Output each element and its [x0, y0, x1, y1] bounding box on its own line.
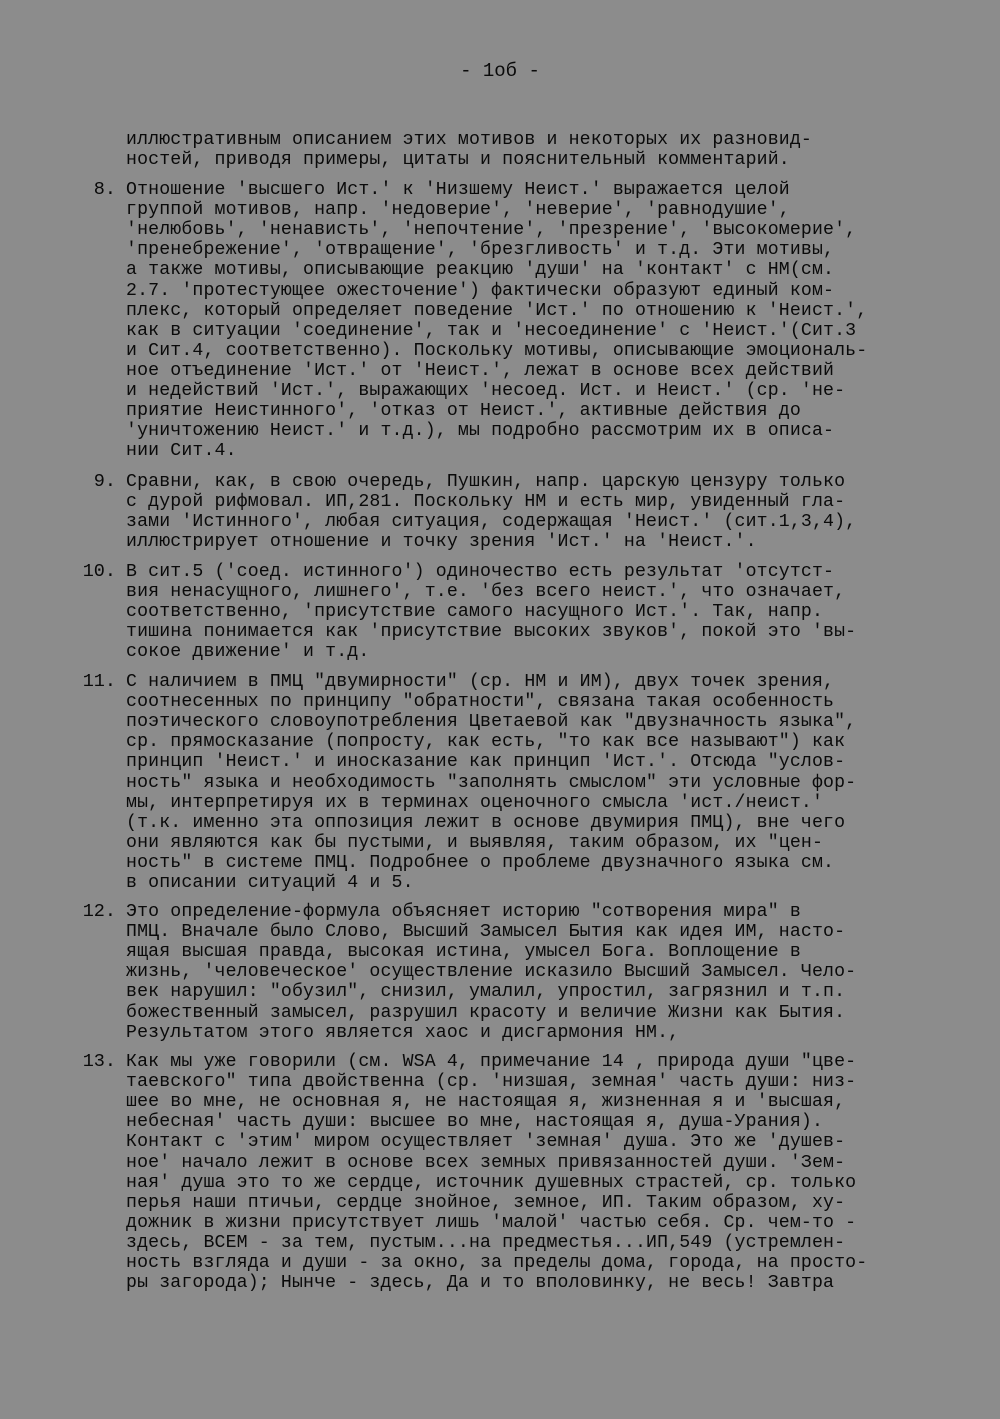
footnote-line: мы, интерпретируя их в терминах оценочного смысла 'ист./неист.'	[126, 793, 824, 813]
footnote-line: в описании ситуаций 4 и 5.	[126, 873, 414, 893]
footnote-line: Отношение 'высшего Ист.' к 'Низшему Неист.' выражается целой	[126, 180, 790, 200]
footnote-number: 13.	[82, 1051, 116, 1072]
footnote-line: иллюстративным описанием этих мотивов и некоторых их разновид-	[126, 130, 812, 150]
footnote-line: плекс, который определяет поведение 'Ист.' по отношению к 'Неист.',	[126, 301, 868, 321]
footnote-line: сокое движение' и т.д.	[126, 642, 370, 662]
footnote-line: С наличием в ПМЦ "двумирности" (ср. НМ и ИМ), двух точек зрения,	[126, 672, 835, 692]
footnote-line: 'уничтожению Неист.' и т.д.), мы подробно рассмотрим их в описа-	[126, 421, 835, 441]
footnote-line: группой мотивов, напр. 'недоверие', 'неверие', 'равнодушие',	[126, 200, 790, 220]
footnote-line: и недействий 'Ист.', выражающих 'несоед. Ист. и Неист.' (ср. 'не-	[126, 381, 846, 401]
footnote-line: с дурой рифмовал. ИП,281. Поскольку НМ и есть мир, увиденный гла-	[126, 492, 846, 512]
footnote-number: 9.	[93, 471, 116, 492]
footnote-line: приятие Неистинного', 'отказ от Неист.', активные действия до	[126, 401, 801, 421]
footnote-line: Результатом этого является хаос и дисгармония НМ.,	[126, 1023, 680, 1043]
footnote-line: 2.7. 'протестующее ожесточение') фактически образуют единый ком-	[126, 281, 835, 301]
footnote-line: жизнь, 'человеческое' осуществление исказило Высший Замысел. Чело-	[126, 962, 857, 982]
footnote-line: ность" языка и необходимость "заполнять смыслом" эти условные фор-	[126, 773, 857, 793]
footnote-line: Сравни, как, в свою очередь, Пушкин, напр. царскую цензуру только	[126, 472, 846, 492]
footnote-line: нии Сит.4.	[126, 441, 237, 461]
footnote-line: иллюстрирует отношение и точку зрения 'Ист.' на 'Неист.'.	[126, 532, 757, 552]
footnote-line: соответственно, 'присутствие самого насущного Ист.'. Так, напр.	[126, 602, 824, 622]
footnote-line: (т.к. именно эта оппозиция лежит в основе двумирия ПМЦ), вне чего	[126, 813, 846, 833]
footnote-line: дожник в жизни присутствует лишь 'малой' частью себя. Ср. чем-то -	[126, 1213, 857, 1233]
footnote-number: 8.	[93, 179, 116, 200]
footnote-line: вия ненасущного, лишнего', т.е. 'без всего неист.', что означает,	[126, 582, 846, 602]
footnote-line: как в ситуации 'соединение', так и 'несоединение' с 'Неист.'(Сит.3	[126, 321, 857, 341]
footnote-line: зами 'Истинного', любая ситуация, содержащая 'Неист.' (сит.1,3,4),	[126, 512, 857, 532]
footnote-number: 12.	[82, 901, 116, 922]
footnote-line: а также мотивы, описывающие реакцию 'души' на 'контакт' с НМ(см.	[126, 260, 835, 280]
footnote-line: принцип 'Неист.' и иносказание как принцип 'Ист.'. Отсюда "услов-	[126, 752, 846, 772]
footnote-line: шее во мне, не основная я, не настоящая я, жизненная я и 'высшая,	[126, 1092, 846, 1112]
footnote-line: век нарушил: "обузил", снизил, умалил, упростил, загрязнил и т.п.	[126, 982, 846, 1002]
footnote-line: и Сит.4, соответственно). Поскольку мотивы, описывающие эмоциональ-	[126, 341, 868, 361]
footnote-line: здесь, ВСЕМ - за тем, пустым...на предместья...ИП,549 (устремлен-	[126, 1233, 846, 1253]
footnote-line: они являются как бы пустыми, и выявляя, таким образом, их "цен-	[126, 833, 824, 853]
footnote-line: ное' начало лежит в основе всех земных привязанностей души. 'Зем-	[126, 1153, 846, 1173]
footnote-line: таевского" типа двойственна (ср. 'низшая, земная' часть души: низ-	[126, 1072, 857, 1092]
footnote-line: ры загорода); Нынче - здесь, Да и то вполовинку, не весь! Завтра	[126, 1273, 835, 1293]
footnote-line: тишина понимается как 'присутствие высоких звуков', покой это 'вы-	[126, 622, 857, 642]
footnote-line: божественный замысел, разрушил красоту и величие Жизни как Бытия.	[126, 1003, 846, 1023]
footnote-line: ПМЦ. Вначале было Слово, Высший Замысел Бытия как идея ИМ, насто-	[126, 922, 846, 942]
footnote-line: небесная' часть души: высшее во мне, настоящая я, душа-Урания).	[126, 1112, 824, 1132]
footnote-line: ср. прямосказание (попросту, как есть, "то как все называют") как	[126, 732, 846, 752]
footnote-line: перья наши птичьи, сердце знойное, земное, ИП. Таким образом, ху-	[126, 1193, 846, 1213]
footnote-line: ность взгляда и души - за окно, за пределы дома, города, на просто-	[126, 1253, 868, 1273]
footnote-line: ность" в системе ПМЦ. Подробнее о проблеме двузначного языка см.	[126, 853, 835, 873]
footnote-line: Контакт с 'этим' миром осуществляет 'земная' душа. Это же 'душев-	[126, 1132, 846, 1152]
footnote-line: 'нелюбовь', 'ненависть', 'непочтение', 'презрение', 'высокомерие',	[126, 220, 857, 240]
footnote-line: Как мы уже говорили (см. WSA 4, примечание 14 , природа души "цве-	[126, 1052, 857, 1072]
footnote-line: поэтического словоупотребления Цветаевой как "двузначность языка",	[126, 712, 857, 732]
footnote-number: 11.	[82, 671, 116, 692]
footnote-line: ная' душа это то же сердце, источник душевных страстей, ср. только	[126, 1173, 857, 1193]
page-number: - 1об -	[460, 60, 540, 82]
footnote-line: ностей, приводя примеры, цитаты и пояснительный комментарий.	[126, 150, 790, 170]
footnote-line: соотнесенных по принципу "обратности", связана такая особенность	[126, 692, 835, 712]
footnote-number: 10.	[82, 561, 116, 582]
footnote-line: 'пренебрежение', 'отвращение', 'брезгливость' и т.д. Эти мотивы,	[126, 240, 835, 260]
footnote-line: Это определение-формула объясняет историю "сотворения мира" в	[126, 902, 801, 922]
footnote-line: ное отъединение 'Ист.' от 'Неист.', лежат в основе всех действий	[126, 361, 835, 381]
footnote-line: В сит.5 ('соед. истинного') одиночество есть результат 'отсутст-	[126, 562, 835, 582]
footnote-line: ящая высшая правда, высокая истина, умысел Бога. Воплощение в	[126, 942, 801, 962]
